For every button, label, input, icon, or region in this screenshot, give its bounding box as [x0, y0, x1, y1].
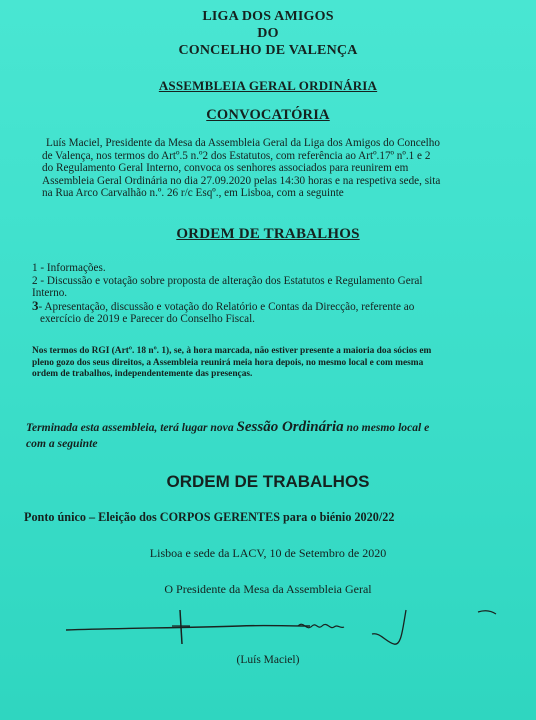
convocation-line: de Valença, nos termos do Artº.5 n.º2 dos Estatutos, com referência ao Artº.17º nº.1 e 2 [42, 149, 431, 162]
convocation-line: Assembleia Geral Ordinária no dia 27.09.2020 pelas 14:30 horas e na respetiva sede, sita [42, 174, 441, 187]
convocation-line: Luís Maciel, Presidente da Mesa da Assembleia Geral da Liga dos Amigos do Concelho [46, 137, 440, 149]
agenda-list [32, 262, 504, 326]
rgi-line: ordem de trabalhos, independentemente das presenças. [32, 369, 253, 379]
signatory-role: O Presidente da Mesa da Assembleia Geral [164, 582, 372, 596]
convocation-line: do Regulamento Geral Interno, convoca os senhores associados para reunirem em [42, 162, 409, 175]
agenda-item [32, 297, 504, 314]
rgi-note [32, 346, 508, 381]
signature-scribble [60, 604, 520, 652]
convocation-title: CONVOCATÓRIA [206, 107, 330, 123]
rgi-line: pleno gozo dos seus direitos, a Assembleia reunirá meia hora depois, no mesmo local e com mesma [32, 357, 424, 368]
place-date: Lisboa e sede da LACV, 10 de Setembro de 2020 [149, 546, 387, 560]
next-session-text: no mesmo local e [343, 421, 430, 434]
agenda-title: ORDEM DE TRABALHOS [176, 226, 360, 242]
next-session-text: Terminada esta assembleia, terá lugar nova [26, 421, 237, 434]
convocation-body [42, 137, 498, 200]
agenda-item-text: - Apresentação, discussão e votação do Relatório e Contas da Direcção, referente ao [38, 300, 415, 313]
agenda2-title: ORDEM DE TRABALHOS [166, 472, 370, 491]
signatory-name: (Luís Maciel) [236, 654, 300, 666]
agenda2-item: Ponto único – Eleição dos CORPOS GERENTES para o biénio 2020/22 [24, 510, 395, 524]
assembly-title: ASSEMBLEIA GERAL ORDINÁRIA [158, 78, 378, 93]
rgi-line: Nos termos do RGI (Artº. 18 nº. 1), se, à hora marcada, não estiver presente a maioria doa sócios em [32, 346, 432, 356]
agenda-item: exercício de 2019 e Parecer do Conselho Fiscal. [40, 313, 255, 326]
next-session-line [26, 419, 526, 436]
convocation-line: na Rua Arco Carvalhão n.º. 26 r/c Esqº., em Lisboa, com a seguinte [42, 187, 344, 200]
org-name-line2: DO [257, 26, 279, 41]
agenda-item: 2 - Discussão e votação sobre proposta de alteração dos Estatutos e Regulamento Geral [32, 274, 423, 287]
org-name-line1: LIGA DOS AMIGOS [202, 9, 334, 24]
next-session-line: com a seguinte [26, 437, 98, 450]
org-name-line3: CONCELHO DE VALENÇA [178, 43, 358, 58]
next-session-emphasis: Sessão Ordinária [236, 419, 344, 435]
agenda-item: 1 - Informações. [32, 262, 106, 274]
agenda-item: Interno. [32, 287, 68, 300]
handwritten-number: 3 [32, 297, 39, 313]
next-session-note [26, 419, 526, 452]
